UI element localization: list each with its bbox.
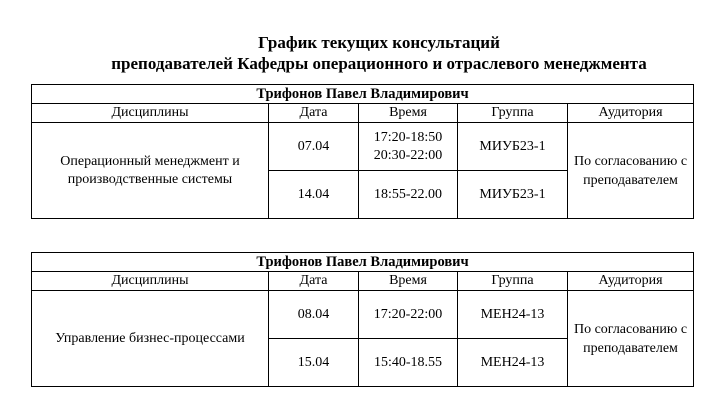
auditorium-cell: По согласованию с преподавателем xyxy=(568,123,694,219)
date-cell: 07.04 xyxy=(269,123,359,171)
header-group: Группа xyxy=(458,272,568,291)
header-auditorium: Аудитория xyxy=(568,104,694,123)
document-title-line2: преподавателей Кафедры операционного и отраслевого менеджмента xyxy=(111,54,647,73)
date-cell: 14.04 xyxy=(269,171,359,219)
teacher-name: Трифонов Павел Владимирович xyxy=(32,85,694,104)
time-line: 20:30-22:00 xyxy=(373,147,443,163)
header-time: Время xyxy=(359,104,458,123)
group-cell: МИУБ23-1 xyxy=(458,171,568,219)
group-cell: МЕН24-13 xyxy=(458,339,568,387)
group-cell: МЕН24-13 xyxy=(458,291,568,339)
time-cell: 15:40-18.55 xyxy=(359,339,458,387)
time-cell xyxy=(359,123,458,171)
header-disciplines: Дисциплины xyxy=(32,104,269,123)
date-cell: 15.04 xyxy=(269,339,359,387)
group-cell: МИУБ23-1 xyxy=(458,123,568,171)
auditorium-cell: По согласованию с преподавателем xyxy=(568,291,694,387)
consultation-table-2 xyxy=(31,252,694,387)
discipline-cell: Операционный менеджмент и производственные системы xyxy=(32,123,269,219)
consultation-table-1 xyxy=(31,84,694,219)
header-time: Время xyxy=(359,272,458,291)
header-auditorium: Аудитория xyxy=(568,272,694,291)
header-group: Группа xyxy=(458,104,568,123)
header-disciplines: Дисциплины xyxy=(32,272,269,291)
document-title-line1: График текущих консультаций xyxy=(258,33,500,52)
time-cell: 17:20-22:00 xyxy=(359,291,458,339)
time-cell: 18:55-22.00 xyxy=(359,171,458,219)
time-line: 17:20-18:50 xyxy=(373,129,443,145)
header-date: Дата xyxy=(269,104,359,123)
date-cell: 08.04 xyxy=(269,291,359,339)
teacher-name: Трифонов Павел Владимирович xyxy=(32,253,694,272)
discipline-cell: Управление бизнес-процессами xyxy=(32,291,269,387)
header-date: Дата xyxy=(269,272,359,291)
